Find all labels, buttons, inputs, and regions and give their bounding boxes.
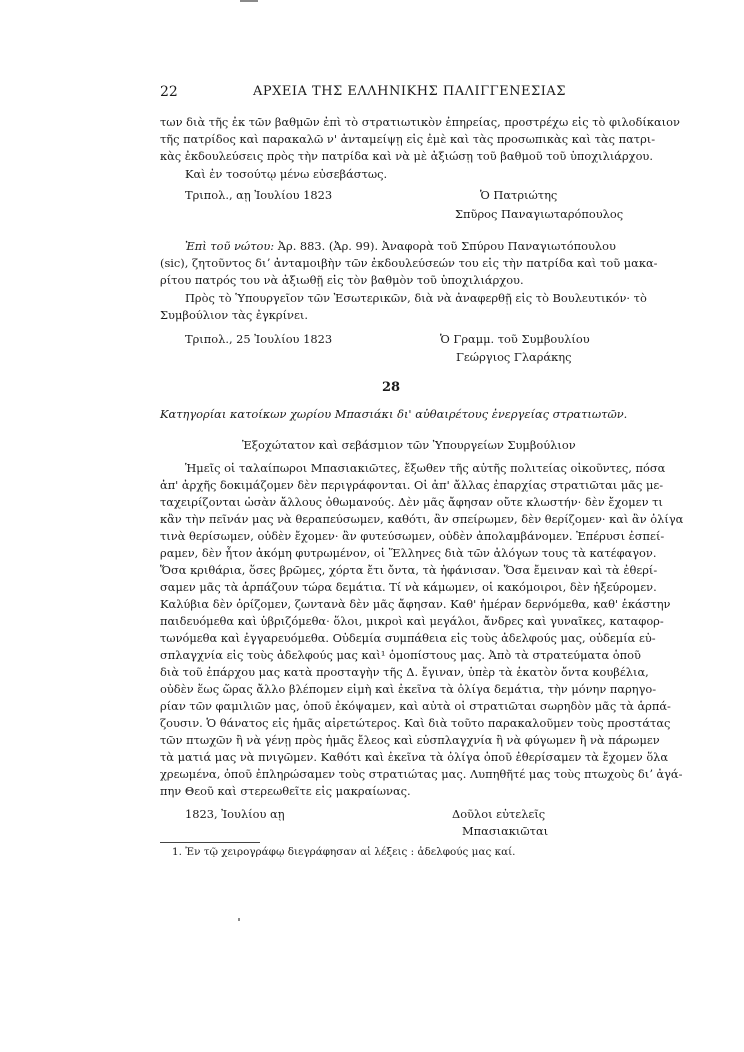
body-line: τῆς πατρίδος καὶ παρακαλῶ ν' ἀνταμείψῃ εἰς ἐμὲ καὶ τὰς προσωπικὰς καὶ τὰς πατρι- xyxy=(160,132,656,146)
body-line: ρίαν τῶν φαμιλιῶν μας, ὁποῦ ἐκόψαμεν, καὶ αὐτὰ οἱ στρατιῶται σωρηδὸν μᾶς τὰ ἁρπά- xyxy=(160,699,671,713)
body-line: σαμεν μᾶς τὰ ἁρπάζουν τώρα δεμάτια. Τί νὰ κάμωμεν, οἱ κακόμοιροι, δὲν ἠξεύρομεν. xyxy=(160,580,657,594)
body-line: τῶν πτωχῶν ἢ νὰ γένῃ πρὸς ἡμᾶς ἔλεος καὶ εὐσπλαγχνία ἢ νὰ φύγωμεν ἢ νὰ πάρωμεν xyxy=(160,733,660,747)
page-number: 22 xyxy=(160,84,178,100)
body-line: των διὰ τῆς ἐκ τῶν βαθμῶν ἐπὶ τὸ στρατιωτικὸν ἐπηρείας, προστρέχω εἰς τὸ φιλοδίκαιον xyxy=(160,115,680,129)
body-line: Καλύβια δὲν ὁρίζομεν, ζωντανὰ δὲν μᾶς ἄφησαν. Καθ' ἡμέραν δερνόμεθα, καθ' ἑκάστην xyxy=(160,597,671,611)
body-line: ζουσιν. Ὁ θάνατος εἰς ἡμᾶς αἱρετώτερος. Καὶ διὰ τοῦτο παρακαλοῦμεν τοὺς προστάτας xyxy=(160,716,671,730)
body-line: ἀπ' ἀρχῆς δοκιμάζομεν δὲν περιγράφονται. Οἱ ἀπ' ἄλλας ἐπαρχίας στρατιῶται μᾶς με- xyxy=(160,478,664,492)
verso-line: (sic), ζητοῦντος διʼ ἀνταμοιβὴν τῶν ἐκδουλεύσεών του εἰς τὴν πατρίδα καὶ τοῦ μακα- xyxy=(160,256,658,270)
document-date: 1823, Ἰουλίου αῃ xyxy=(185,807,285,821)
body-line: χρεωμένα, ὁποῦ ἐπληρώσαμεν τοὺς στρατιώτας μας. Λυπηθῆτέ μας τοὺς πτωχοὺς διʼ ἀγά- xyxy=(160,767,683,781)
document-heading: Κατηγορίαι κατοίκων χωρίου Μπασιάκι δι' αὐθαιρέτους ἐνεργείας στρατιωτῶν. xyxy=(160,407,628,421)
body-line: οὐδὲν ἕως ὥρας ἄλλο βλέπομεν εἰμὴ καὶ ἐκεῖνα τὰ ὀλίγα δεμάτια, τὴν μόνην παρηγο- xyxy=(160,682,657,696)
signature-title: Ὁ Πατριώτης xyxy=(480,188,558,202)
referral-date: Τριπολ., 25 Ἰουλίου 1823 xyxy=(185,332,333,346)
body-line: παιδευόμεθα καὶ ὑβριζόμεθα· ὅλοι, μικροὶ καὶ μεγάλοι, ἄνδρες καὶ γυναῖκες, καταφορ- xyxy=(160,614,664,628)
signature-name: Σπῦρος Παναγιωταρόπουλος xyxy=(455,207,624,221)
salutation: Ἐξοχώτατον καὶ σεβάσμιον τῶν Ὑπουργείων Συμβούλιον xyxy=(242,438,576,452)
running-title: ΑΡΧΕΙΑ ΤΗΣ ΕΛΛΗΝΙΚΗΣ ΠΑΛΙΓΓΕΝΕΣΙΑΣ xyxy=(253,84,566,99)
signature-title: Δοῦλοι εὐτελεῖς xyxy=(452,807,546,821)
signature-name: Μπασιακιῶται xyxy=(462,824,549,838)
body-line: Ὅσα κριθάρια, ὅσες βρῶμες, χόρτα ἔτι ὄντα, τὰ ἠφάνισαν. Ὅσα ἔμειναν καὶ τὰ ἐθερί- xyxy=(160,563,658,577)
verso-text: Ἀρ. 883. (Ἀρ. 99). Ἀναφορὰ τοῦ Σπύρου Παναγιωτόπουλου xyxy=(277,239,616,253)
verso-label: Ἐπὶ τοῦ νώτου: xyxy=(185,239,275,253)
verso-line: ρίτου πατρός του νὰ ἀξιωθῇ εἰς τὸν βαθμὸν τοῦ ὑποχιλιάρχου. xyxy=(160,273,524,287)
body-line: τινὰ θερίσωμεν, οὐδὲν ἔχομεν· ἂν φυτεύσωμεν, οὐδὲν ἀπολαμβάνομεν. Ἐπέρυσι ἐσπεί- xyxy=(160,529,665,543)
body-line: ραμεν, δὲν ἦτον ἀκόμη φυτρωμένον, οἱ Ἕλληνες διὰ τῶν ἀλόγων τους τὰ κατέφαγον. xyxy=(160,546,657,560)
body-line: ταχειρίζονται ὡσὰν ἄλλους ὀθωμανούς. Δὲν μᾶς ἄφησαν οὔτε κλωστήν· δὲν ἔχομεν τι xyxy=(160,495,663,509)
verso-line xyxy=(185,238,616,255)
referral-signature-title: Ὁ Γραμμ. τοῦ Συμβουλίου xyxy=(440,332,590,346)
body-line: πην Θεοῦ καὶ στερεωθεῖτε εἰς μακραίωνας. xyxy=(160,784,411,798)
bottom-speck-mark xyxy=(238,918,240,921)
referral-line: Συμβούλιον τὰς ἐγκρίνει. xyxy=(160,308,308,322)
footnote: 1. Ἐν τῷ χειρογράφῳ διεγράφησαν αἱ λέξεις : ἀδελφούς μας καί. xyxy=(172,846,516,858)
body-line: τὰ ματιά μας νὰ πνιγῶμεν. Καθότι καὶ ἐκεῖνα τὰ ὀλίγα ὁποῦ ἐθερίσαμεν τὰ ἔχομεν ὅλα xyxy=(160,750,669,764)
referral-signature-name: Γεώργιος Γλαράκης xyxy=(456,350,572,364)
closing-line: Καὶ ἐν τοσούτῳ μένω εὐσεβάστως. xyxy=(185,167,388,181)
body-line: Ἡμεῖς οἱ ταλαίπωροι Μπασιακιῶτες, ἔξωθεν τῆς αὐτῆς πολιτείας οἰκοῦντες, πόσα xyxy=(185,461,666,475)
body-line: κὰς ἐκδουλεύσεις πρὸς τὴν πατρίδα καὶ νὰ μὲ ἀξιώσῃ τοῦ βαθμοῦ τοῦ ὑποχιλιάρχου. xyxy=(160,149,653,163)
top-edge-mark xyxy=(240,0,258,2)
body-line: τωνόμεθα καὶ ἐγγαρευόμεθα. Οὐδεμία συμπάθεια εἰς τοὺς ἀδελφούς μας, οὐδεμία εὐ- xyxy=(160,631,656,645)
body-line: διὰ τοῦ ἐπάρχου μας κατὰ προσταγὴν τῆς Δ. ἔγιναν, ὑπὲρ τὰ ἑκατὸν ὄντα κουβέλια, xyxy=(160,665,649,679)
document-number: 28 xyxy=(382,380,401,395)
date-place: Τριπολ., αῃ Ἰουλίου 1823 xyxy=(185,188,333,202)
referral-line: Πρὸς τὸ Ὑπουργεῖον τῶν Ἐσωτερικῶν, διὰ νὰ ἀναφερθῇ εἰς τὸ Βουλευτικόν· τὸ xyxy=(185,291,647,305)
body-line: σπλαγχνία εἰς τοὺς ἀδελφούς μας καὶ¹ ὁμοπίστους μας. Ἀπὸ τὰ στρατεύματα ὁποῦ xyxy=(160,648,641,662)
footnote-rule xyxy=(160,842,260,843)
body-line: κἂν τὴν πεῖνάν μας νὰ θεραπεύσωμεν, καθότι, ἂν σπείρωμεν, δὲν θερίζομεν· καὶ ἂν ὀλίγα xyxy=(160,512,684,526)
